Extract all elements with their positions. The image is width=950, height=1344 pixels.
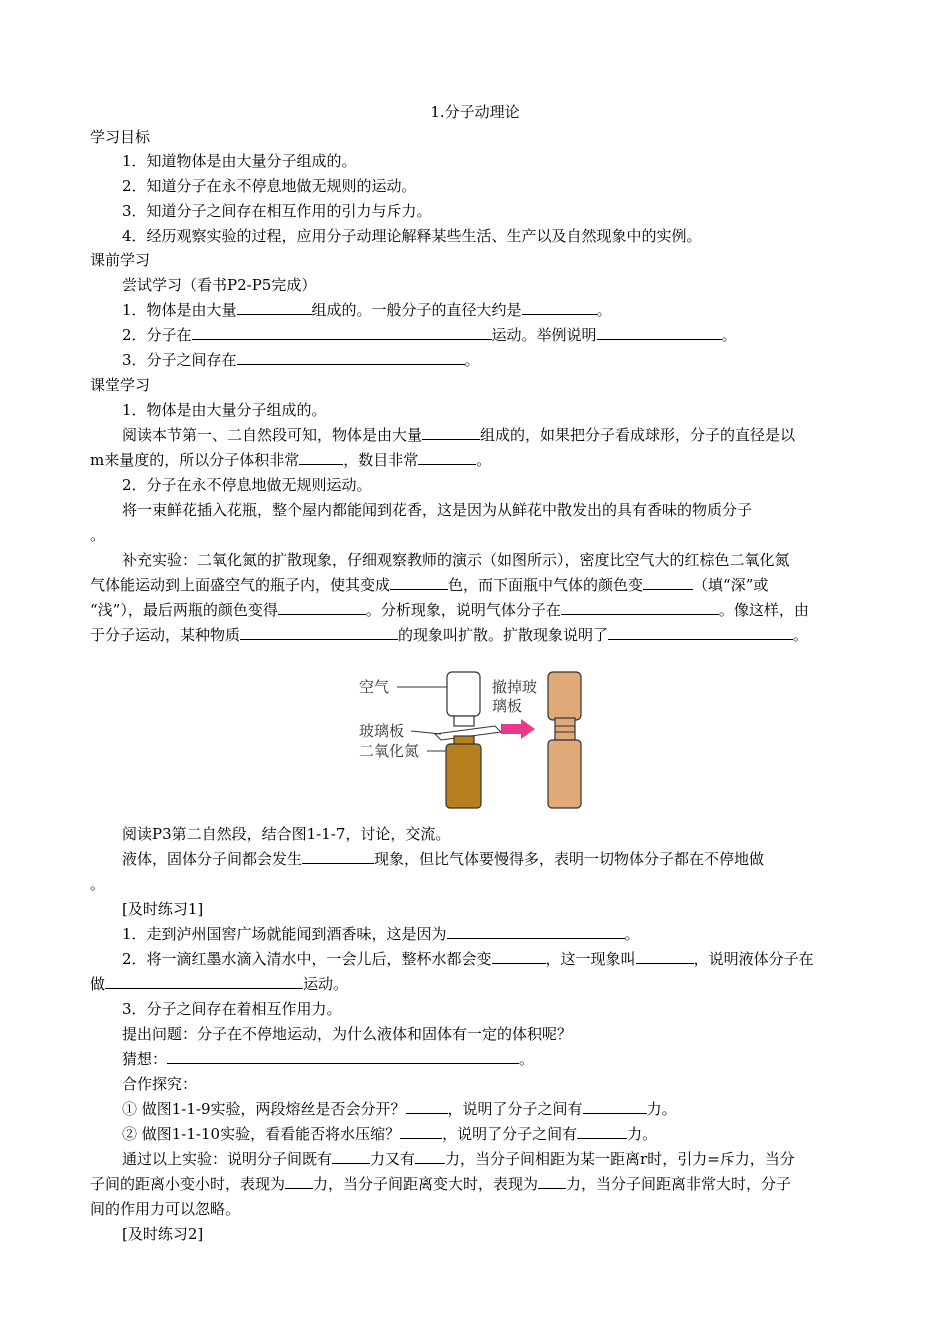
blank[interactable] [636, 949, 694, 964]
section-heading-class: 课堂学习 [90, 376, 151, 394]
paragraph: 于分子运动，某种物质 的现象叫扩散。扩散现象说明了 。 [90, 626, 809, 644]
blank[interactable] [167, 1049, 519, 1064]
paragraph: 将一束鲜花插入花瓶，整个屋内都能闻到花香，这是因为从鲜花中散发出的具有香味的物质分子 [122, 501, 753, 519]
blank[interactable] [492, 949, 546, 964]
paragraph: 猜想： 。 [122, 1050, 535, 1068]
blank[interactable] [522, 300, 597, 315]
blank[interactable] [105, 974, 303, 989]
paragraph: 。 [90, 526, 106, 544]
paragraph: 阅读P3第二自然段，结合图1-1-7，讨论，交流。 [122, 825, 451, 843]
blank[interactable] [192, 325, 492, 340]
paragraph: 补充实验：二氧化氮的扩散现象，仔细观察教师的演示（如图所示），密度比空气大的红棕色二氧化氮 [122, 551, 790, 569]
blank[interactable] [418, 450, 476, 465]
paragraph: 1．物体是由大量分子组成的。 [122, 401, 327, 419]
page-title: 1.分子动理论 [430, 103, 520, 121]
preview-intro: 尝试学习（看书P2-P5完成） [122, 276, 317, 294]
blank[interactable] [643, 575, 693, 590]
preview-question-1: 1．物体是由大量 组成的。一般分子的直径大约是 。 [122, 301, 612, 319]
label-remove-plate-line2: 璃板 [492, 697, 523, 715]
section-heading-goals: 学习目标 [90, 128, 151, 146]
paragraph: 提出问题：分子在不停地运动，为什么液体和固体有一定的体积呢？ [122, 1025, 573, 1043]
blank[interactable] [447, 924, 625, 939]
blank[interactable] [400, 1124, 442, 1139]
blank[interactable] [240, 625, 398, 640]
arrow-icon [501, 719, 535, 739]
paragraph: 。 [90, 875, 106, 893]
paragraph: 2．分子在永不停息地做无规则运动。 [122, 476, 372, 494]
exercise-question: 2．将一滴红墨水滴入清水中，一会儿后，整杯水都会变 ，这一现象叫 ，说明液体分子在 [122, 950, 814, 968]
blank[interactable] [597, 325, 722, 340]
blank[interactable] [278, 600, 366, 615]
label-glass-plate: 玻璃板 [359, 722, 405, 740]
paragraph: 阅读本节第一、二自然段可知，物体是由大量 组成的，如果把分子看成球形，分子的直径是以 [122, 426, 796, 444]
label-remove-plate-line1: 撤掉玻 [492, 678, 538, 696]
label-no2: 二氧化氮 [359, 742, 420, 760]
blank[interactable] [583, 1099, 647, 1114]
exercise-question: 1．走到泸州国窖广场就能闻到酒香味，这是因为 。 [122, 925, 640, 943]
blank[interactable] [390, 575, 448, 590]
paragraph: 子间的距离小变小时，表现为 力，当分子间距离变大时，表现为 力，当分子间距离非常大时，分子 [90, 1175, 792, 1193]
blank[interactable] [237, 350, 465, 365]
preview-question-3: 3．分子之间存在 。 [122, 351, 480, 369]
paragraph: 合作探究： [122, 1075, 198, 1093]
blank[interactable] [299, 450, 343, 465]
blank[interactable] [406, 1099, 448, 1114]
goal-item: 2．知道分子在永不停息地做无规则的运动。 [122, 177, 417, 195]
label-air: 空气 [359, 678, 390, 696]
blank[interactable] [538, 1174, 566, 1189]
preview-question-2: 2．分子在 运动。举例说明 。 [122, 326, 737, 344]
blank[interactable] [302, 849, 374, 864]
inquiry-item: ② 做图1-1-10实验，看看能否将水压缩？ ，说明了分子之间有 力。 [122, 1125, 658, 1143]
paragraph: 通过以上实验：说明分子间既有 力又有 力，当分子间相距为某一距离r时，引力=斥力，当分 [122, 1150, 795, 1168]
section-heading-preview: 课前学习 [90, 251, 151, 269]
exercise-heading-1: [及时练习1] [122, 900, 204, 918]
goal-item: 3．知道分子之间存在相互作用的引力与斥力。 [122, 202, 432, 220]
exercise-question: 做 运动。 [90, 975, 349, 993]
exercise-heading-2: [及时练习2] [122, 1225, 204, 1243]
goal-item: 4．经历观察实验的过程，应用分子动理论解释某些生活、生产以及自然现象中的实例。 [122, 227, 702, 245]
blank[interactable] [237, 300, 312, 315]
paragraph: “浅”），最后两瓶的颜色变得 。分析现象，说明气体分子在 。像这样，由 [90, 601, 809, 619]
blank[interactable] [332, 1149, 370, 1164]
blank[interactable] [608, 625, 793, 640]
paragraph: 3．分子之间存在着相互作用力。 [122, 1000, 342, 1018]
paragraph: 液体，固体分子间都会发生 现象，但比气体要慢得多，表明一切物体分子都在不停地做 [122, 850, 765, 868]
goal-item: 1．知道物体是由大量分子组成的。 [122, 152, 357, 170]
paragraph: m来量度的，所以分子体积非常 ，数目非常 。 [90, 451, 492, 469]
diffusion-figure [355, 668, 595, 818]
blank[interactable] [285, 1174, 313, 1189]
blank[interactable] [415, 1149, 445, 1164]
paragraph: 气体能运动到上面盛空气的瓶子内，使其变成 色，而下面瓶中气体的颜色变 （填“深”或 [90, 576, 769, 594]
blank[interactable] [577, 1124, 627, 1139]
inquiry-item: ① 做图1-1-9实验，两段熔丝是否会分开？ ，说明了分子之间有 力。 [122, 1100, 677, 1118]
paragraph: 间的作用力可以忽略。 [90, 1200, 241, 1218]
blank[interactable] [422, 425, 480, 440]
blank[interactable] [561, 600, 719, 615]
